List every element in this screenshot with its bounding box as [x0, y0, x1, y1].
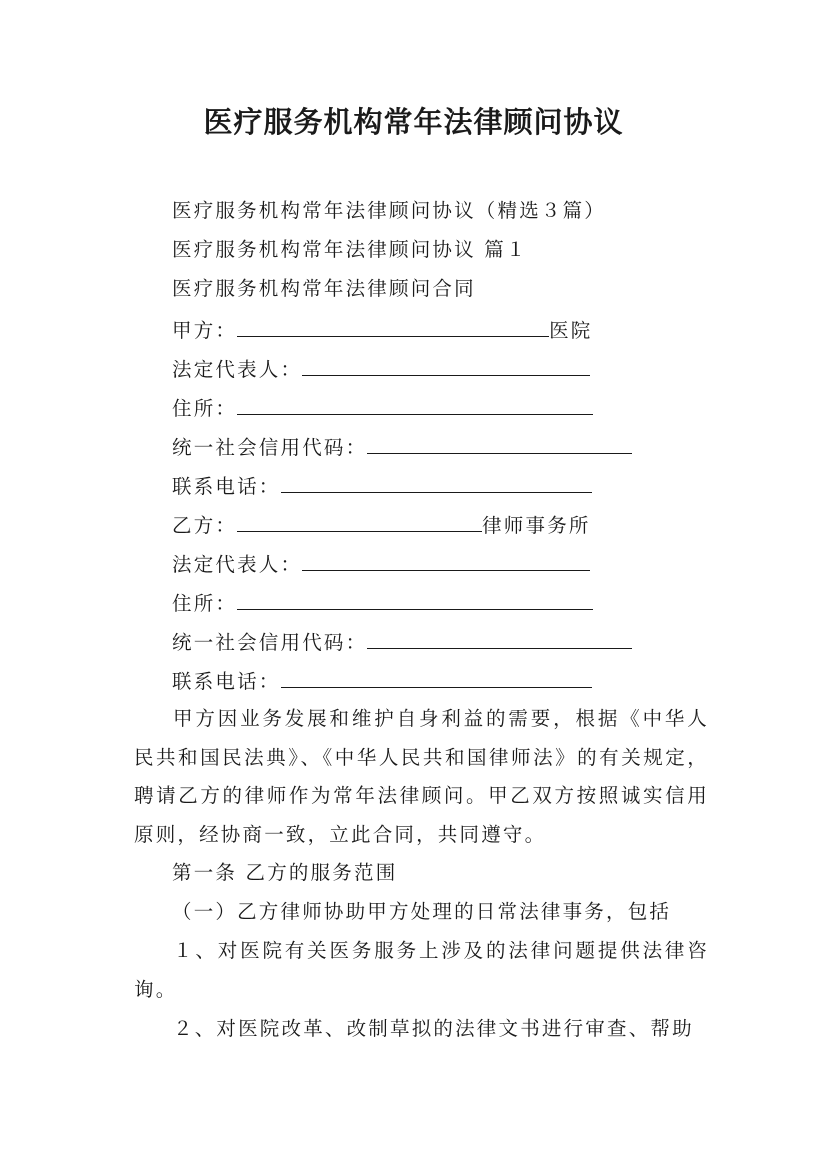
article-1-heading: 第一条 乙方的服务范围 [172, 861, 398, 884]
party-a-rep-blank [302, 354, 590, 376]
party-b-name-blank [237, 510, 482, 532]
party-a-name-blank [237, 315, 549, 337]
party-a-address-label: 住所： [172, 397, 238, 420]
party-b-phone-label: 联系电话： [172, 670, 281, 693]
party-b-name-label: 乙方： [172, 514, 238, 537]
contract-name: 医疗服务机构常年法律顾问合同 [172, 277, 476, 300]
party-b-credit-code-label: 统一社会信用代码： [172, 631, 368, 654]
item-1-paragraph: １、对医院有关医务服务上涉及的法律问题提供法律咨询。 [134, 939, 709, 1001]
party-b-rep-row [172, 549, 590, 578]
collection-title: 医疗服务机构常年法律顾问协议（精选３篇） [172, 199, 607, 222]
party-a-rep-row [172, 354, 590, 383]
party-a-credit-code-row [172, 432, 632, 461]
party-a-phone-blank [281, 471, 592, 493]
party-b-credit-code-blank [367, 627, 632, 649]
preamble-paragraph: 甲方因业务发展和维护自身利益的需要，根据《中华人民共和国民法典》、《中华人民共和国律师法》的有关规定，聘请乙方的律师作为常年法律顾问。甲乙双方按照诚实信用原则，经协商一致，立此合同，共同遵守。 [134, 707, 709, 846]
party-a-address-blank [237, 393, 593, 415]
party-a-name-label: 甲方： [172, 319, 238, 342]
party-b-phone-row [172, 666, 592, 695]
clause-1-heading: （一）乙方律师协助甲方处理的日常法律事务，包括 [172, 900, 672, 923]
party-b-phone-blank [281, 666, 592, 688]
item-2-paragraph: ２、对医院改革、改制草拟的法律文书进行审查、帮助 [173, 1017, 694, 1040]
article-title: 医疗服务机构常年法律顾问协议 篇１ [172, 238, 528, 261]
party-a-rep-label: 法定代表人： [172, 358, 303, 381]
party-b-address-blank [237, 588, 593, 610]
party-a-name-suffix: 医院 [549, 319, 593, 342]
party-a-phone-row [172, 471, 592, 500]
party-b-credit-code-row [172, 627, 632, 656]
party-a-credit-code-blank [367, 432, 632, 454]
party-a-credit-code-label: 统一社会信用代码： [172, 436, 368, 459]
party-b-rep-label: 法定代表人： [172, 553, 303, 576]
party-a-name-row [172, 315, 593, 344]
party-b-name-row [172, 510, 591, 539]
document-title: 医疗服务机构常年法律顾问协议 [203, 105, 624, 139]
party-b-name-suffix: 律师事务所 [482, 514, 591, 537]
party-b-address-row [172, 588, 593, 617]
party-a-address-row [172, 393, 593, 422]
party-b-rep-blank [302, 549, 590, 571]
party-a-phone-label: 联系电话： [172, 475, 281, 498]
party-b-address-label: 住所： [172, 592, 238, 615]
